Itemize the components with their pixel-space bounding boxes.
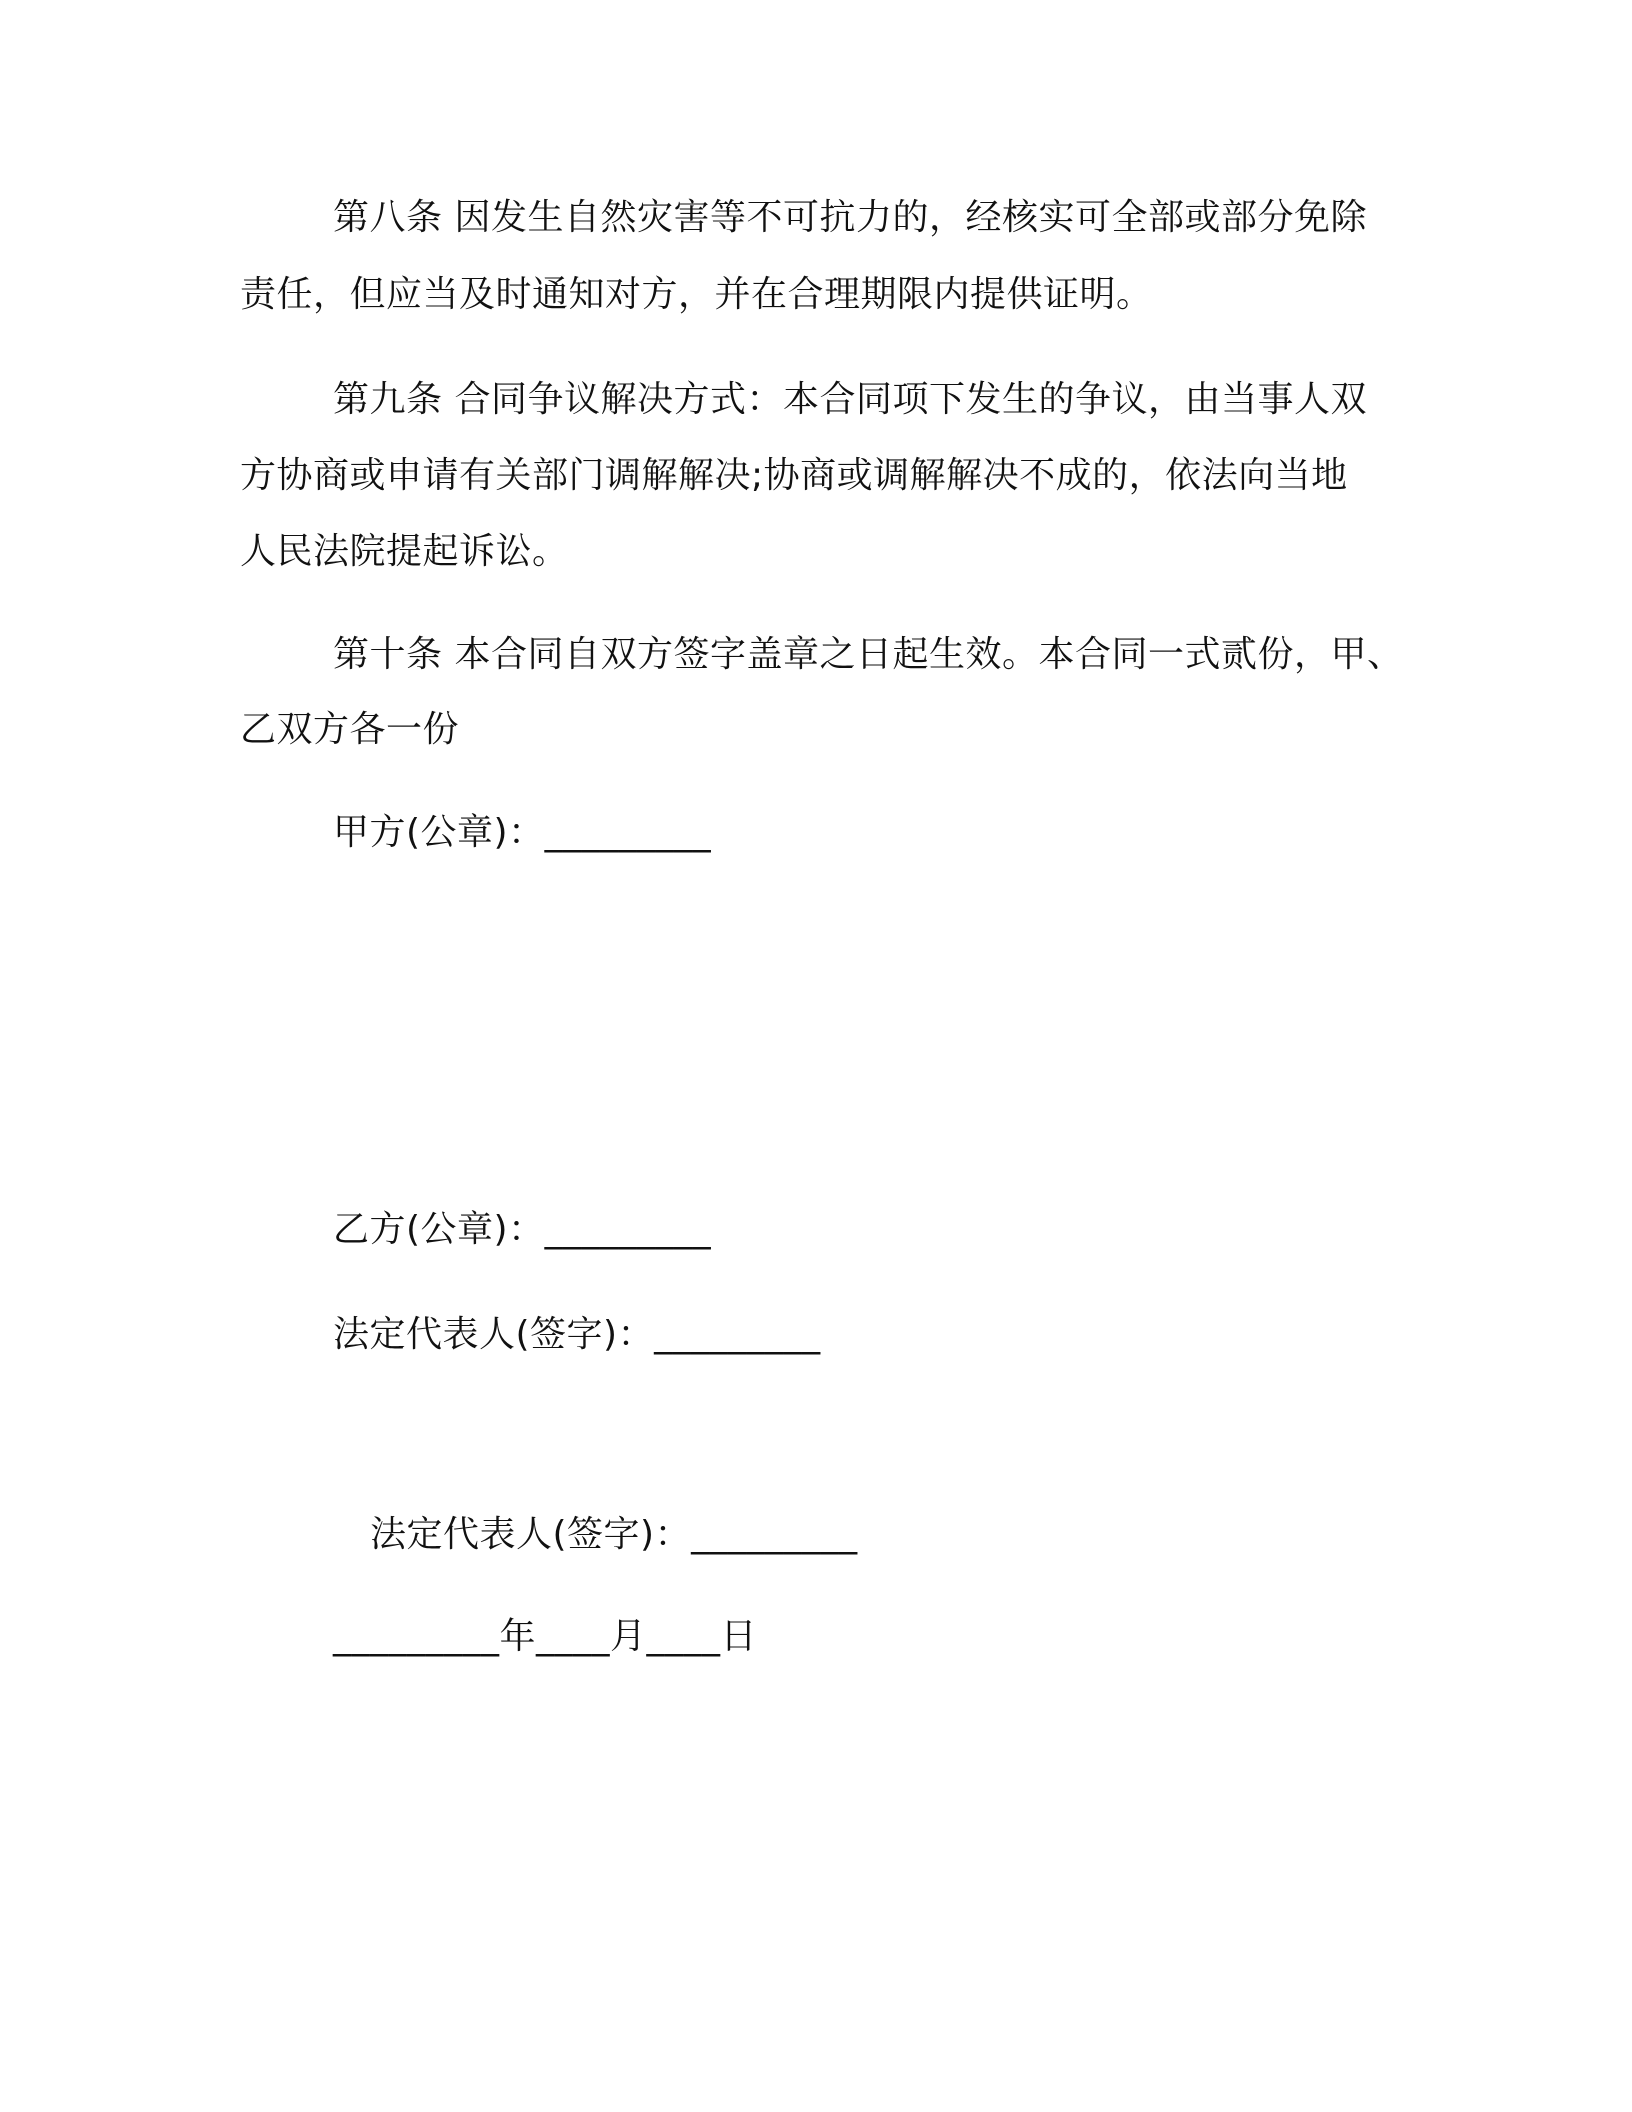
- article-9-line-1: 第九条 合同争议解决方式：本合同项下发生的争议，由当事人双: [333, 379, 1367, 420]
- party-b-seal-field: 乙方(公章)：_________: [333, 1209, 712, 1250]
- article-8-line-1: 第八条 因发生自然灾害等不可抗力的，经核实可全部或部分免除: [333, 197, 1367, 238]
- legal-rep-signature-field-1: 法定代表人(签字)：_________: [333, 1314, 821, 1355]
- article-9-line-2: 方协商或申请有关部门调解解决;协商或调解解决不成的，依法向当地: [240, 455, 1348, 496]
- party-a-seal-field: 甲方(公章)：_________: [333, 812, 712, 853]
- legal-rep-signature-field-2: 法定代表人(签字)：_________: [370, 1514, 858, 1555]
- article-9-line-3: 人民法院提起诉讼。: [240, 531, 569, 572]
- date-field: _________年____月____日: [333, 1616, 757, 1657]
- article-10-line-2: 乙双方各一份: [240, 709, 460, 750]
- article-10-line-1: 第十条 本合同自双方签字盖章之日起生效。本合同一式贰份，甲、: [333, 634, 1404, 675]
- article-8-line-2: 责任，但应当及时通知对方，并在合理期限内提供证明。: [240, 274, 1153, 315]
